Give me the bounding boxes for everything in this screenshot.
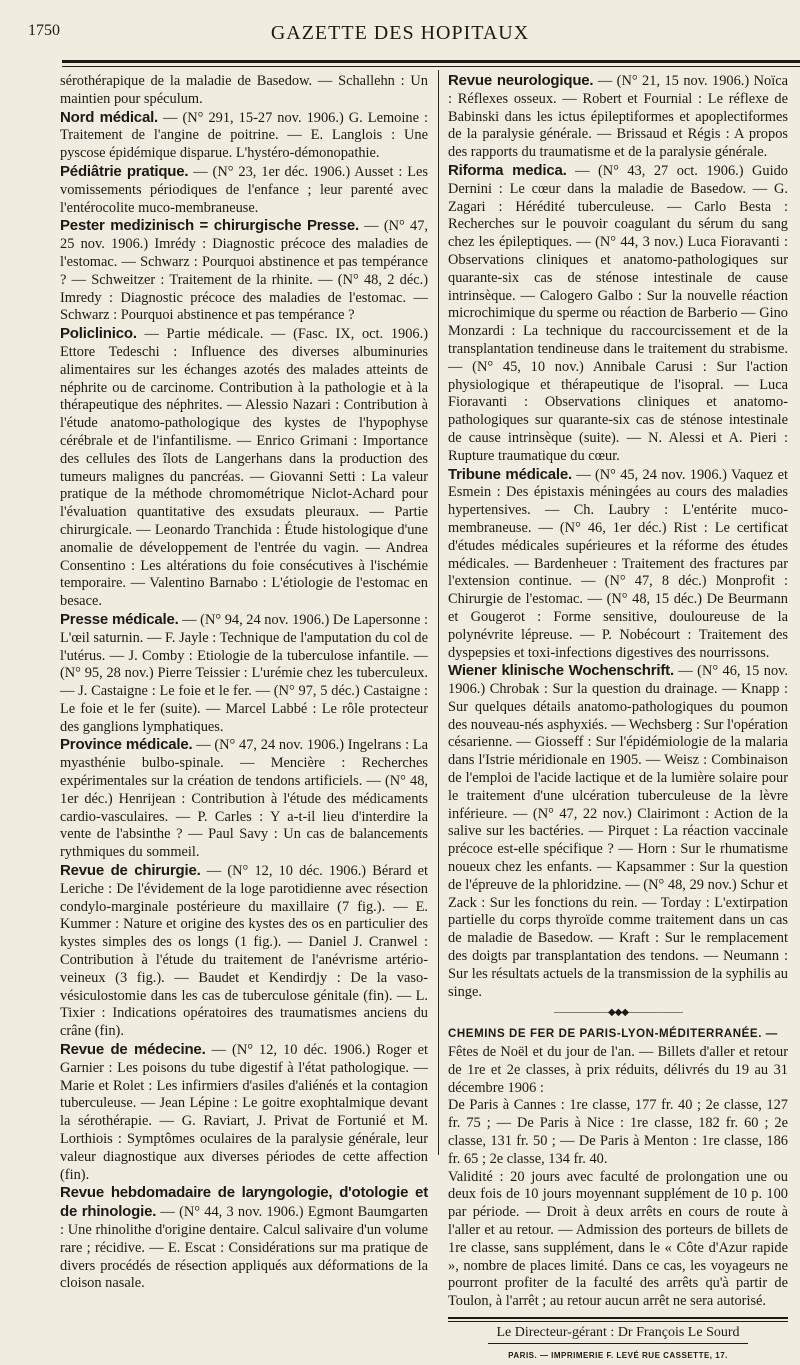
entry-title: Province médicale.	[60, 736, 193, 754]
printer-imprint: PARIS. — IMPRIMERIE F. LEVÉ RUE CASSETTE, 17.	[508, 1350, 728, 1360]
entry	[60, 325, 428, 611]
entry-title: Revue neurologique.	[448, 72, 594, 89]
left-column	[60, 72, 428, 1292]
entry-body: — (N° 46, 15 nov. 1906.) Chrobak : Sur la question du drainage. — Knapp : Sur quelques détails anatomo-pathologiques du poumon des nouveau-nés asphyxiés. — Wechsberg : Sur l'opération césarienne. — Giosseff : Sur l'épidémiologie de la malaria dans l'Istrie méridionale en 1905. — Weisz : Combinaison de l'emploi de l'acide lactique et de la lumière solaire pour le traitement d'une ulcération tuberculeuse de la lèvre inférieure. — (N° 47, 22 nov.) Clairimont : Action de la salive sur les bactéries. — Pirquet : La réaction vaccinale précoce est-elle spécifique ? — Horn : Sur le rhumatisme noueux chez les enfants. — Kapsammer : Sur la question de l'épreuve de la phloridzine. — (N° 48, 29 nov.) Schur et Zack : Sur les fonctions du rein. — Torday : L'extirpation partielle du corps thyroïde comme traitement dans un cas de maladie de Basedow. — Kraft : Sur le remplacement des doigts par transplantation des tendons. — Neumann : Sur les résultats actuels de la transmission de la syphilis au singe.	[448, 663, 789, 1000]
entry	[60, 109, 428, 163]
entry-body: — (N° 47, 25 nov. 1906.) Imrédy : Diagnostic précoce des maladies de l'estomac. — Schwarz : Pourquoi abstinence et pas tempérance ? — Schweitzer : Traitement de la rhinite. — (N° 48, 2 déc.) Imredy : Diagnostic précoce des maladies de l'estomac. — Schwarz : Pourquoi abstinence et pas tempérance ?	[60, 218, 428, 324]
entry-body: — (N° 12, 10 déc. 1906.) Roger et Garnier : Les poisons du tube digestif à l'état pathologique. — Marie et Rolet : Les infirmiers d'asiles d'aliénés et la contagion tuberculeuse. — Jean Lépine : Le goitre exophtalmique devant la sérothérapie. — G. Raviart, J. Privat de Fortunié et M. Lorthiois : Symptômes oculaires de la paralysie générale, leur valeur diagnostique aux diverses périodes de cette affection (fin).	[60, 1042, 428, 1183]
footer-rule	[448, 1317, 788, 1319]
entry	[60, 72, 428, 109]
entry	[60, 736, 428, 862]
entry-title: Policlinico.	[60, 325, 137, 343]
entry-title: Pester medizinisch = chirurgische Presse.	[60, 217, 359, 235]
entry	[60, 611, 428, 737]
entry	[60, 1184, 428, 1293]
entry-title: Presse médicale.	[60, 610, 179, 628]
railway-notice	[448, 1026, 788, 1311]
entry-body: — (N° 291, 15-27 nov. 1906.) G. Lemoine : Traitement de l'angine de poitrine. — E. Langlois : Une pyscose épidémique disparue. L'hystéro-démonopathie.	[60, 109, 428, 162]
entry-body: — (N° 43, 27 oct. 1906.) Guido Dernini : Le cœur dans la maladie de Basedow. — G. Zagari : Hérédité tuberculeuse. — Carlo Besta : Recherches sur le pouvoir coagulant du sérum du sang chez les épileptiques. — (N° 44, 3 nov.) Luca Fioravanti : Observations cliniques et anatomo-pathologiques sur quarante-six cas de sténose intestinale de cause intrinsèque. — Calogero Galbo : Sur la nouvelle réaction microchimique du sperme ou réaction de Barberio — Gino Monzardi : La technique du raccourcissement et de la transplantation tendineuse dans le traitement du strabisme. — (N° 45, 10 nov.) Annibale Carusi : Sur l'action physiologique et thérapeutique de l'isopral. — Luca Fioravanti : Observations cliniques et anatomo-pathologiques sur quarante-six cas de sténose intestinale de cause intrinsèque (suite). — N. Alessi et A. Pieri : Rupture traumatique du cœur.	[448, 162, 788, 464]
entry	[448, 662, 788, 1001]
entry	[448, 162, 788, 466]
page-number: 1750	[28, 22, 60, 39]
entry-title: Revue de médecine.	[60, 1041, 206, 1059]
entry	[60, 862, 428, 1041]
notice-lead: Fêtes de Noël et du jour de l'an. — Billets d'aller et retour de 1re et 2e classes, à prix réduits, délivrés du 19 au 31 décembre 1906 :	[448, 1044, 788, 1096]
entry	[60, 1041, 428, 1184]
entry-title: Pédiâtrie pratique.	[60, 162, 189, 180]
publication-manager: Le Directeur-gérant : Dr François Le Sourd	[496, 1324, 740, 1340]
entry-body: — (N° 12, 10 déc. 1906.) Bérard et Leriche : De l'évidement de la loge parotidienne avec résection condylo-marginale postérieure du maxillaire (7 fig.). — E. Kummer : Nature et origine des kystes des os en particulier des kystes simples des os longs (1 fig.). — Daniel J. Cranwel : Contribution à l'étude du traitement de l'anévrisme artério-veineux (3 fig.). — Baudet et Kendirdjy : De la vaso-vésiculostomie dans les cas de tuberculose génitale (fin). — L. Tixier : Indications opératoires des traumatismes anciens du crâne (fin).	[60, 863, 428, 1040]
entry-body: sérothérapique de la maladie de Basedow. — Schallehn : Un maintien pour spéculum.	[60, 73, 428, 107]
entry-title: Wiener klinische Wochenschrift.	[448, 662, 674, 680]
header-rule-thin	[62, 66, 800, 67]
header-rule	[62, 60, 800, 63]
entry-body: — (N° 21, 15 nov. 1906.) Noïca : Réflexes osseux. — Robert et Fournial : Le réflexe de Babinski dans les ictus épileptiformes et apoplectiformes de la paralysie générale. — Brissaud et Régis : A propos des rapports du traumatisme et de la paralysie générale.	[448, 73, 788, 161]
footer-rule-thin	[448, 1321, 788, 1322]
right-column	[448, 72, 789, 1360]
manager-rule	[488, 1343, 748, 1344]
entry-body: — Partie médicale. — (Fasc. IX, oct. 1906.) Ettore Tedeschi : Influence des diverses albuminuries alimentaires sur les échanges azotés des malades atteints de néphrite ou de carcinome. Contribution à la pathologie et à la thérapeutique des néphrites. — Alessio Nazari : Contribution à l'étude anatomo-pathologique des kystes de l'hypophyse cérébrale et de l'infantilisme. — Enrico Grimani : Importance des cellules des îlots de Langerhans dans la production des tumeurs malignes du pancréas. — Giovanni Setti : La valeur pratique de la méthode chromométrique Niclot-Achard pour l'évaluation quantitative des exsudats pleuraux. — Partie chirurgicale. — Leonardo Tranchida : Étude histologique d'une anomalie de développement de l'entrée du vagin. — Andrea Consentino : Les altérations du foie consécutives à l'ischémie temporaire. — Valentino Barnabo : L'étiologie de l'estomac en besace.	[60, 326, 428, 610]
entry-title: Tribune médicale.	[448, 465, 573, 483]
entry	[60, 217, 428, 325]
notice-validity: Validité : 20 jours avec faculté de prolongation une ou deux fois de 10 jours moyennant supplément de 10 p. 100 par période. — Droit à deux arrêts en cours de route à l'aller et au retour. — Admission des porteurs de billets de 1re classe, sans supplément, dans le « Côte d'Azur rapide », nombre de places limité. Dans ce cas, les voyageurs ne pourront profiter de la faculté des arrêts qu'à partir de Toulon, à l'arrêt ; au retour aucun arrêt ne sera autorisé.	[448, 1168, 788, 1310]
notice-fares: De Paris à Cannes : 1re classe, 177 fr. 40 ; 2e classe, 127 fr. 75 ; — De Paris à Nice : 1re classe, 182 fr. 60 ; 2e classe, 131 fr. 50 ; — De Paris à Menton : 1re classe, 186 fr. 65 ; 2e classe, 134 fr. 40.	[448, 1097, 788, 1167]
entry	[448, 466, 788, 663]
notice-heading: CHEMINS DE FER DE PARIS-LYON-MÉDITERRANÉE. —	[448, 1028, 778, 1041]
entry	[60, 163, 428, 217]
entry-title: Revue de chirurgie.	[60, 862, 201, 880]
entry-body: — (N° 94, 24 nov. 1906.) De Lapersonne : L'œil saturnin. — F. Jayle : Technique de l'amputation du col de l'utérus. — J. Comby : Etiologie de la tuberculose infantile. — (N° 95, 28 nov.) Pierre Teissier : L'urémie chez les tuberculeux. — J. Castaigne : Le foie et le fer. — (N° 97, 5 déc.) Castaigne : Le foie et le fer (suite). — Marcel Labbé : Le rôle protecteur des ganglions lymphatiques.	[60, 611, 428, 735]
entry-body: — (N° 45, 24 nov. 1906.) Vaquez et Esmein : Des épistaxis méningées au cours des maladies hypertensives. — Ch. Laubry : L'entérite muco-membraneuse. — (N° 46, 1er déc.) Rist : Le certificat d'études médicales supérieures et la réforme des études médicales. — Bardenheuer : Traitement des fractures par l'extension continue. — (N° 47, 8 déc.) Monprofit : Chirurgie de l'estomac. — (N° 48, 15 déc.) De Beurmann et Gougerot : Forme sensitive, douloureuse de la polynévrite lépreuse. — P. Nobécourt : Traitement des dyspepsies et toxi-infections digestives des nourrissons.	[448, 466, 788, 661]
entry-body: — (N° 44, 3 nov. 1906.) Egmont Baumgarten : Une rhinolithe d'origine dentaire. Calcul salivaire d'un volume rare ; récidive. — E. Escat : Considérations sur ma pratique de divers procédés de résection appliqués aux déformations de la cloison nasale.	[60, 1204, 428, 1292]
running-title: GAZETTE DES HOPITAUX	[270, 22, 530, 44]
ornament-separator: ——————◆◆◆——————	[553, 1007, 683, 1019]
column-divider	[438, 70, 439, 1155]
entry-title: Riforma medica.	[448, 161, 567, 179]
entry-title: Nord médical.	[60, 108, 159, 126]
entry-title: Revue hebdomadaire de laryngologie, d'otologie et de rhinologie.	[60, 1184, 428, 1221]
entry-body: — (N° 47, 24 nov. 1906.) Ingelrans : La myasthénie bulbo-spinale. — Mencière : Recherches expérimentales sur la création de tendons artificiels. — (N° 48, 1er déc.) Henrijean : Contribution à l'étude des médicaments cardio-vasculaires. — P. Carles : Y a-t-il lieu d'interdire la vente de l'absinthe ? — Paul Savy : Un cas de balancements rythmiques du sommeil.	[60, 737, 428, 861]
entry	[448, 72, 788, 162]
entry-body: — (N° 23, 1er déc. 1906.) Ausset : Les vomissements périodiques de l'enfance ; leur parenté avec l'entérocolite muco-membraneuse.	[60, 163, 428, 216]
